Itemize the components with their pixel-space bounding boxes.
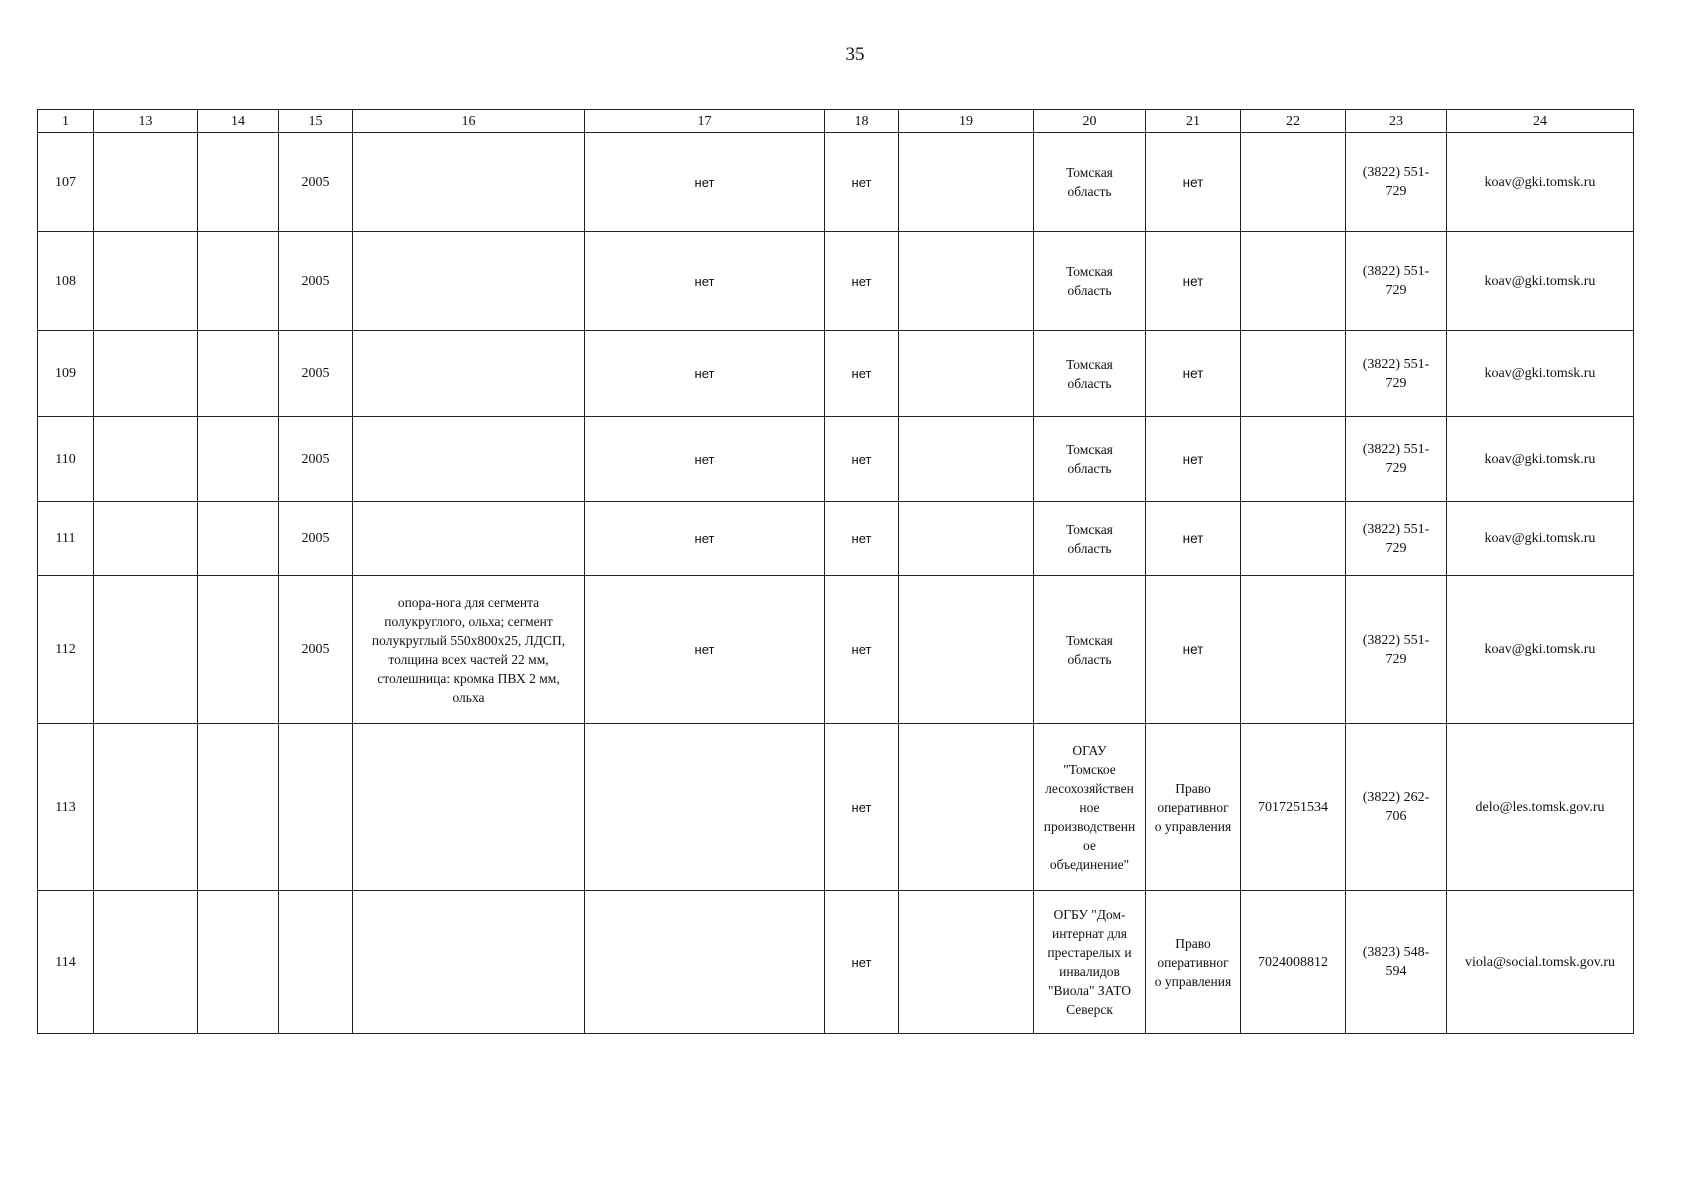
cell-col-23: (3823) 548- 594 (1346, 891, 1447, 1034)
cell-col-13 (94, 133, 198, 232)
cell-col-21: нет (1146, 417, 1241, 502)
column-header-23: 23 (1346, 110, 1447, 133)
cell-col-1: 109 (38, 331, 94, 417)
cell-col-19 (899, 502, 1034, 576)
cell-col-16 (353, 502, 585, 576)
cell-col-22 (1241, 232, 1346, 331)
cell-col-13 (94, 576, 198, 724)
cell-col-23: (3822) 551- 729 (1346, 502, 1447, 576)
column-header-21: 21 (1146, 110, 1241, 133)
cell-col-20: Томская область (1034, 133, 1146, 232)
cell-col-19 (899, 724, 1034, 891)
cell-col-21: нет (1146, 331, 1241, 417)
cell-col-15 (279, 724, 353, 891)
cell-col-22 (1241, 576, 1346, 724)
cell-col-24: koav@gki.tomsk.ru (1447, 502, 1634, 576)
cell-col-1: 114 (38, 891, 94, 1034)
cell-col-22 (1241, 502, 1346, 576)
cell-col-22: 7024008812 (1241, 891, 1346, 1034)
cell-col-18: нет (825, 232, 899, 331)
cell-col-18: нет (825, 133, 899, 232)
column-header-17: 17 (585, 110, 825, 133)
cell-col-15: 2005 (279, 232, 353, 331)
cell-col-20: Томская область (1034, 417, 1146, 502)
cell-col-15: 2005 (279, 331, 353, 417)
cell-col-18: нет (825, 331, 899, 417)
cell-col-16 (353, 417, 585, 502)
cell-col-18: нет (825, 724, 899, 891)
cell-col-13 (94, 502, 198, 576)
cell-col-17: нет (585, 331, 825, 417)
column-header-14: 14 (198, 110, 279, 133)
cell-col-1: 107 (38, 133, 94, 232)
cell-col-13 (94, 331, 198, 417)
cell-col-19 (899, 331, 1034, 417)
cell-col-17: нет (585, 133, 825, 232)
cell-col-22: 7017251534 (1241, 724, 1346, 891)
cell-col-19 (899, 891, 1034, 1034)
cell-col-14 (198, 891, 279, 1034)
cell-col-13 (94, 891, 198, 1034)
cell-col-13 (94, 724, 198, 891)
cell-col-22 (1241, 331, 1346, 417)
cell-col-24: viola@social.tomsk.gov.ru (1447, 891, 1634, 1034)
column-header-18: 18 (825, 110, 899, 133)
cell-col-21: нет (1146, 502, 1241, 576)
cell-col-23: (3822) 551- 729 (1346, 417, 1447, 502)
column-header-15: 15 (279, 110, 353, 133)
cell-col-19 (899, 576, 1034, 724)
table-row (38, 133, 1634, 232)
cell-col-22 (1241, 133, 1346, 232)
cell-col-24: koav@gki.tomsk.ru (1447, 417, 1634, 502)
cell-col-21: Право оперативног о управления (1146, 891, 1241, 1034)
cell-col-15: 2005 (279, 133, 353, 232)
table-row (38, 502, 1634, 576)
cell-col-20: ОГБУ "Дом- интернат для престарелых и инвалидов "Виола" ЗАТО Северск (1034, 891, 1146, 1034)
cell-col-17 (585, 724, 825, 891)
page-number: 35 (845, 44, 865, 65)
cell-col-20: Томская область (1034, 502, 1146, 576)
cell-col-16 (353, 232, 585, 331)
cell-col-23: (3822) 551- 729 (1346, 133, 1447, 232)
cell-col-20: Томская область (1034, 576, 1146, 724)
cell-col-21: Право оперативног о управления (1146, 724, 1241, 891)
cell-col-19 (899, 133, 1034, 232)
cell-col-1: 111 (38, 502, 94, 576)
cell-col-15 (279, 891, 353, 1034)
cell-col-1: 113 (38, 724, 94, 891)
column-header-13: 13 (94, 110, 198, 133)
column-header-20: 20 (1034, 110, 1146, 133)
cell-col-23: (3822) 551- 729 (1346, 331, 1447, 417)
cell-col-16 (353, 724, 585, 891)
cell-col-18: нет (825, 502, 899, 576)
cell-col-16 (353, 331, 585, 417)
column-header-24: 24 (1447, 110, 1634, 133)
table-row (38, 576, 1634, 724)
cell-col-21: нет (1146, 133, 1241, 232)
cell-col-23: (3822) 262- 706 (1346, 724, 1447, 891)
cell-col-14 (198, 417, 279, 502)
cell-col-17: нет (585, 576, 825, 724)
cell-col-17: нет (585, 232, 825, 331)
header-row (38, 110, 1634, 133)
column-header-1: 1 (38, 110, 94, 133)
cell-col-21: нет (1146, 576, 1241, 724)
cell-col-16: опора-нога для сегмента полукруглого, ольха; сегмент полукруглый 550х800х25, ЛДСП, толщина всех частей 22 мм, столешница: кромка ПВХ 2 мм, ольха (353, 576, 585, 724)
cell-col-23: (3822) 551- 729 (1346, 232, 1447, 331)
cell-col-24: koav@gki.tomsk.ru (1447, 232, 1634, 331)
cell-col-20: Томская область (1034, 331, 1146, 417)
column-header-16: 16 (353, 110, 585, 133)
cell-col-16 (353, 133, 585, 232)
table-row (38, 891, 1634, 1034)
table-row (38, 331, 1634, 417)
cell-col-18: нет (825, 576, 899, 724)
cell-col-24: koav@gki.tomsk.ru (1447, 331, 1634, 417)
table-row (38, 232, 1634, 331)
cell-col-17 (585, 891, 825, 1034)
cell-col-1: 108 (38, 232, 94, 331)
cell-col-20: ОГАУ "Томское лесохозяйствен ное производственн ое объединение" (1034, 724, 1146, 891)
cell-col-24: koav@gki.tomsk.ru (1447, 133, 1634, 232)
table-body (38, 133, 1634, 1034)
cell-col-15: 2005 (279, 502, 353, 576)
cell-col-1: 112 (38, 576, 94, 724)
cell-col-20: Томская область (1034, 232, 1146, 331)
cell-col-24: delo@les.tomsk.gov.ru (1447, 724, 1634, 891)
cell-col-1: 110 (38, 417, 94, 502)
cell-col-13 (94, 417, 198, 502)
data-table (37, 109, 1634, 1034)
cell-col-17: нет (585, 417, 825, 502)
cell-col-19 (899, 232, 1034, 331)
cell-col-15: 2005 (279, 576, 353, 724)
cell-col-18: нет (825, 891, 899, 1034)
cell-col-16 (353, 891, 585, 1034)
cell-col-14 (198, 232, 279, 331)
cell-col-19 (899, 417, 1034, 502)
cell-col-22 (1241, 417, 1346, 502)
cell-col-14 (198, 502, 279, 576)
cell-col-15: 2005 (279, 417, 353, 502)
table-row (38, 724, 1634, 891)
cell-col-14 (198, 133, 279, 232)
cell-col-24: koav@gki.tomsk.ru (1447, 576, 1634, 724)
column-header-19: 19 (899, 110, 1034, 133)
cell-col-14 (198, 576, 279, 724)
cell-col-17: нет (585, 502, 825, 576)
cell-col-13 (94, 232, 198, 331)
cell-col-14 (198, 724, 279, 891)
cell-col-21: нет (1146, 232, 1241, 331)
cell-col-18: нет (825, 417, 899, 502)
table-row (38, 417, 1634, 502)
cell-col-23: (3822) 551- 729 (1346, 576, 1447, 724)
column-header-22: 22 (1241, 110, 1346, 133)
cell-col-14 (198, 331, 279, 417)
